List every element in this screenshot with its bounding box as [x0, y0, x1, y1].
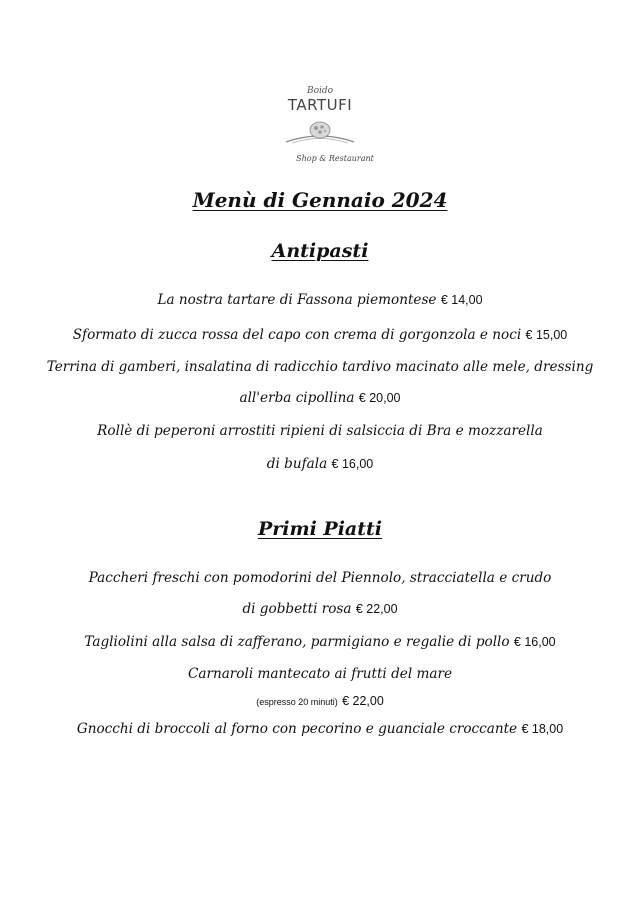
section-heading-primi: Primi Piatti — [257, 518, 383, 540]
dish-name: Terrina di gamberi, insalatina di radicchio tardivo macinato alle mele, dressing — [46, 359, 594, 375]
dish-name: Sformato di zucca rossa del capo con crema di gorgonzola e noci — [72, 327, 522, 343]
restaurant-logo — [0, 86, 640, 163]
logo-brand: TARTUFI — [287, 96, 353, 114]
dish-antipasti-4 — [40, 423, 600, 439]
dish-name-cont: di bufala — [266, 456, 328, 472]
dish-antipasti-3-cont — [40, 390, 600, 406]
dish-primi-2 — [40, 634, 600, 650]
dish-price: € 16,00 — [513, 635, 556, 649]
dish-antipasti-3 — [20, 359, 620, 375]
dish-name: Carnaroli mantecato ai frutti del mare — [187, 666, 453, 682]
dish-name: La nostra tartare di Fassona piemontese — [157, 292, 437, 308]
dish-price: € 22,00 — [342, 694, 384, 708]
dish-price: € 14,00 — [440, 293, 483, 307]
dish-antipasti-4-cont — [40, 456, 600, 472]
dish-primi-3 — [40, 666, 600, 682]
dish-name: Gnocchi di broccoli al forno con pecorino e guanciale croccante — [76, 721, 518, 737]
dish-price: € 15,00 — [525, 328, 568, 342]
dish-primi-1-cont — [40, 601, 600, 617]
dish-price: € 16,00 — [331, 457, 374, 471]
dish-name-cont: di gobbetti rosa — [242, 601, 352, 617]
dish-primi-3-cont — [40, 693, 600, 709]
dish-antipasti-2 — [40, 327, 600, 343]
dish-price: € 20,00 — [358, 391, 401, 405]
truffle-emblem-icon — [282, 116, 358, 146]
menu-title: Menù di Gennaio 2024 — [192, 188, 448, 212]
dish-name: Rollè di peperoni arrostiti ripieni di salsiccia di Bra e mozzarella — [97, 423, 543, 439]
dish-price: € 18,00 — [521, 722, 564, 736]
dish-name-cont: all'erba cipollina — [239, 390, 355, 406]
logo-tagline: Shop & Restaurant — [296, 154, 374, 163]
dish-antipasti-1 — [40, 292, 600, 308]
section-heading-antipasti: Antipasti — [271, 240, 369, 262]
dish-name: Paccheri freschi con pomodorini del Piennolo, stracciatella e crudo — [88, 570, 552, 586]
dish-primi-1 — [40, 570, 600, 586]
dish-name: Tagliolini alla salsa di zafferano, parmigiano e regalie di pollo — [84, 634, 510, 650]
logo-top-text: Boido — [306, 86, 334, 96]
dish-primi-4 — [40, 721, 600, 737]
dish-price: € 22,00 — [355, 602, 398, 616]
dish-note: (espresso 20 minuti) — [256, 697, 338, 707]
